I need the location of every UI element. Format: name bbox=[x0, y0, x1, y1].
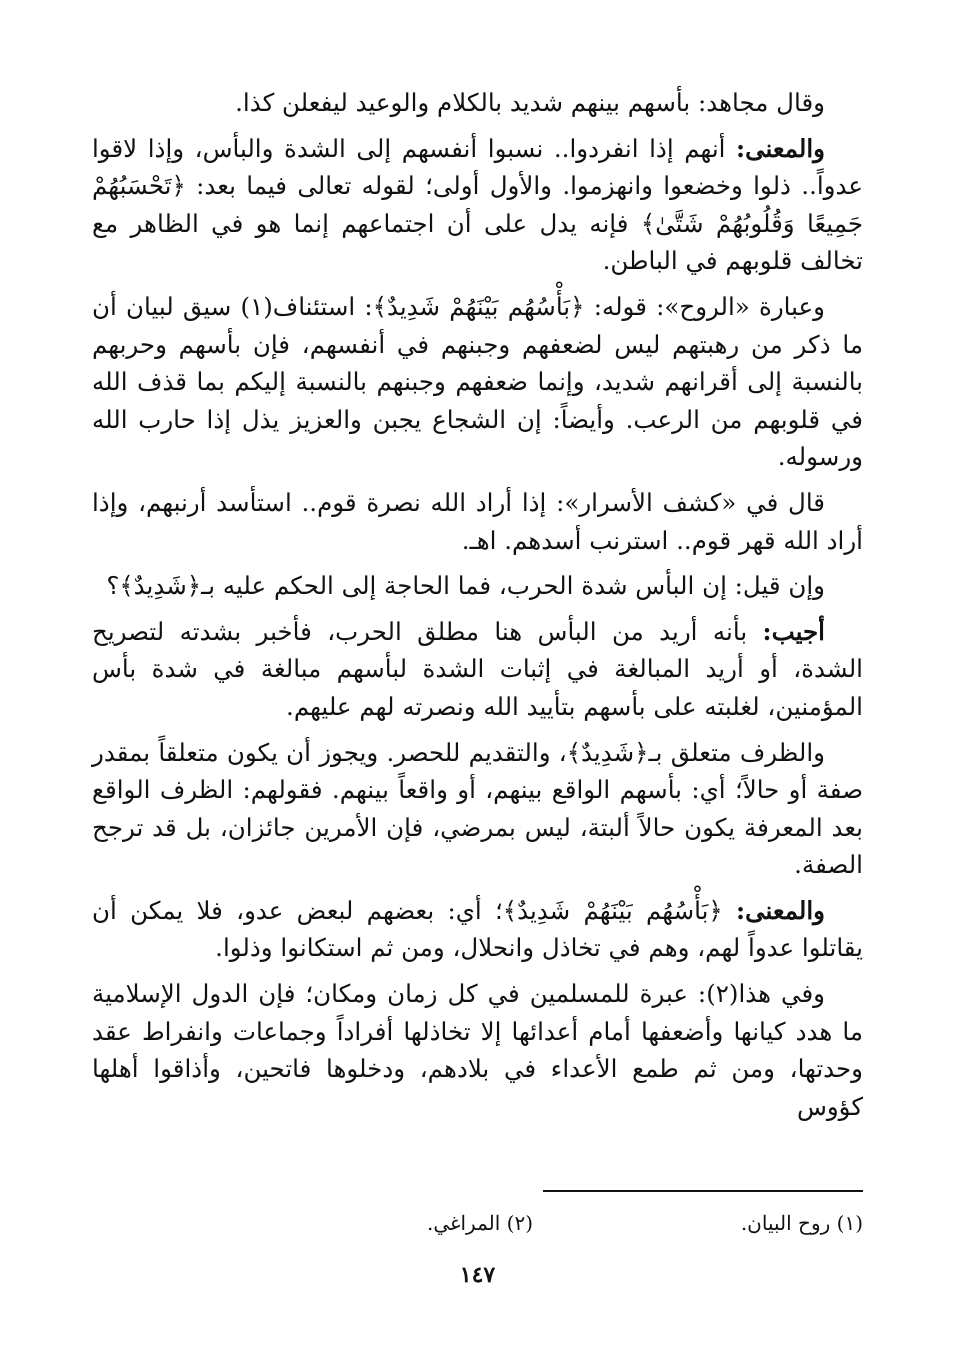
body-text bbox=[92, 84, 863, 1133]
footnote-2: (٢) المراغي. bbox=[426, 1211, 533, 1235]
paragraph-text: بأنه أريد من البأس هنا مطلق الحرب، فأخبر بشدته لتصريح الشدة، أو أريد المبالغة في إثبات الشدة لبأسهم مبالغة في شدة بأس المؤمنين، لغلبته على بأسهم بتأييد الله ونصرته لهم عليهم. bbox=[92, 616, 863, 721]
paragraph-6 bbox=[92, 613, 863, 726]
paragraph-7 bbox=[92, 734, 863, 884]
page-number: ١٤٧ bbox=[459, 1262, 496, 1288]
paragraph-text: وإن قيل: إن البأس شدة الحرب، فما الحاجة إلى الحكم عليه بـ﴿شَدِيدٌ﴾؟ bbox=[106, 571, 825, 601]
paragraph-5 bbox=[92, 567, 863, 605]
paragraph-3 bbox=[92, 288, 863, 476]
paragraph-text: قال في «كشف الأسرار»: إذا أراد الله نصرة قوم.. استأسد أرنبهم، وإذا أراد الله قهر قوم.. استرنب أسدهم. اهـ. bbox=[92, 487, 863, 555]
paragraph-text: وفي هذا(٢): عبرة للمسلمين في كل زمان ومكان؛ فإن الدول الإسلامية ما هدد كيانها وأضعفها أمام أعدائها إلا تخاذلها أفراداً وجماعات وانفراط عقد وحدتها، ومن ثم طمع الأعداء في بلادهم، ودخلوها فاتحين، وأذاقوا أهلها كؤوس bbox=[92, 979, 863, 1121]
paragraph-2 bbox=[92, 130, 863, 280]
paragraph-text: وعبارة «الروح»: قوله: ﴿بَأْسُهُم بَيْنَهُمْ شَدِيدٌ﴾: استئناف(١) سيق لبيان أن ما ذكر من رهبتهم ليس لضعفهم وجبنهم في أنفسهم، فإن بأسهم وحربهم بالنسبة إلى أقرانهم شديد، وإنما ضعفهم وجبنهم بالنسبة إليكم بما قذف الله في قلوبهم من الرعب. وأيضاً: إن الشجاع يجبن والعزيز يذل إذا حارب الله ورسوله. bbox=[92, 291, 863, 472]
paragraph-8 bbox=[92, 892, 863, 967]
paragraph-lead: أجيب: bbox=[762, 616, 825, 646]
paragraph-text: والظرف متعلق بـ﴿شَدِيدٌ﴾، والتقديم للحصر. ويجوز أن يكون متعلقاً بمقدر صفة أو حالاً؛ أي: بأسهم الواقع بينهم، أو واقعاً بينهم. فقولهم: الظرف الواقع بعد المعرفة يكون حالاً ألبتة، ليس بمرضي، فإن الأمرين جائزان، بل قد ترجح الصفة. bbox=[92, 737, 863, 880]
paragraph-1 bbox=[92, 84, 863, 122]
paragraph-4 bbox=[92, 484, 863, 559]
paragraph-9 bbox=[92, 975, 863, 1125]
paragraph-text: أنهم إذا انفردوا.. نسبوا أنفسهم إلى الشدة والبأس، وإذا لاقوا عدواً.. ذلوا وخضعوا وانهزموا. والأول أولى؛ لقوله تعالى فيما بعد: ﴿تَحْسَبُهُمْ جَمِيعًا وَقُلُوبُهُمْ شَتَّىٰ﴾ فإنه يدل على أن اجتماعهم إنما هو في الظاهر مع تخالف قلوبهم في الباطن. bbox=[92, 133, 863, 276]
paragraph-text: وقال مجاهد: بأسهم بينهم شديد بالكلام والوعيد ليفعلن كذا. bbox=[235, 88, 825, 117]
paragraph-lead: والمعنى: bbox=[736, 895, 825, 925]
paragraph-text: ﴿بَأْسُهُم بَيْنَهُمْ شَدِيدٌ﴾؛ أي: بعضهم لبعض عدو، فلا يمكن أن يقاتلوا عدواً لهم، وهم في تخاذل وانحلال، ومن ثم استكانوا وذلوا. bbox=[92, 895, 863, 963]
paragraph-lead: والمعنى: bbox=[736, 133, 825, 163]
footnote-1: (١) روح البيان. bbox=[740, 1211, 863, 1235]
footnote-separator bbox=[543, 1190, 863, 1192]
